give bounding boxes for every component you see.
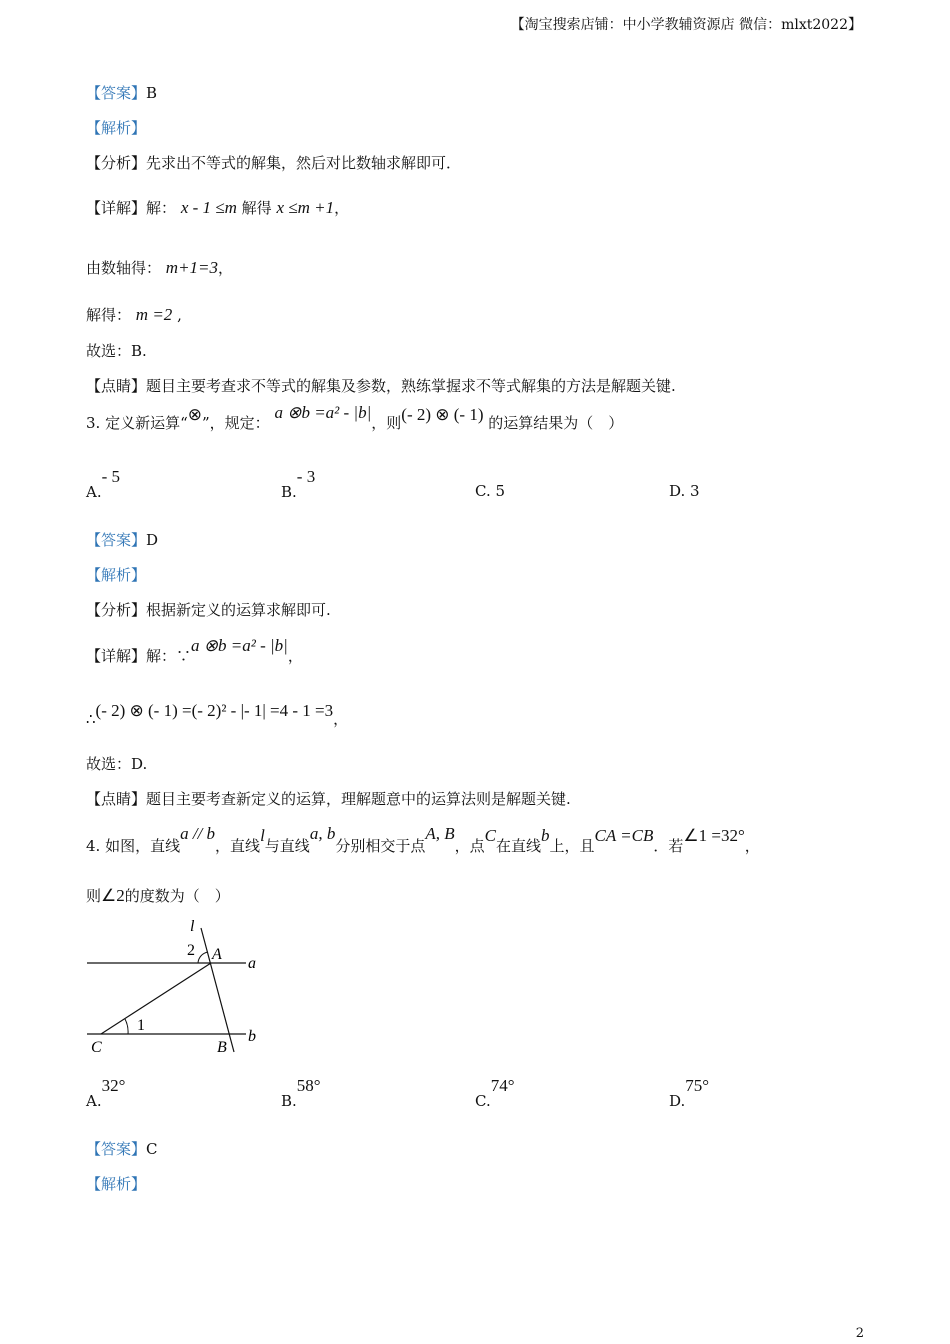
q4-s5: ，点 <box>454 837 485 855</box>
inequality-mid: 解得 <box>241 199 272 217</box>
option-value: 74° <box>490 1076 515 1095</box>
q3-xiangjie-line <box>86 636 303 666</box>
option-value: 75° <box>685 1076 710 1095</box>
dianjing-text: 题目主要考查新定义的运算，理解题意中的运算法则是解题关键. <box>146 790 571 808</box>
q4-m5: C <box>484 826 496 845</box>
q4-answer-line <box>86 1138 158 1159</box>
q4-s8: ．若 <box>653 837 684 855</box>
answer-value: C <box>146 1140 158 1158</box>
q3-definition: a ⊗b =a² - |b| <box>274 403 372 422</box>
fenxi-label: 【分析】 <box>86 601 147 619</box>
q4-s4: 分别相交于点 <box>335 837 426 855</box>
q3-fenxi-line <box>86 599 331 620</box>
q3-guxuan: 故选：D. <box>86 755 148 773</box>
q3-stem-a: 3. 定义新运算“ <box>86 414 188 432</box>
op-symbol: ⊗ <box>187 405 202 424</box>
page-number: 2 <box>855 1326 864 1341</box>
q3-option-c <box>475 482 505 500</box>
q3-stem <box>86 403 624 433</box>
answer-label: 【答案】 <box>86 1140 147 1158</box>
label-1: 1 <box>137 1017 145 1034</box>
q3-calc-line <box>86 700 349 728</box>
q3-jiexi-label: 【解析】 <box>86 566 147 584</box>
xiangjie-label: 【详解】 <box>86 199 147 217</box>
q4-s7: 上，且 <box>549 837 595 855</box>
line3-suffix: , <box>172 306 182 324</box>
dianjing-text: 题目主要考查求不等式的解集及参数，熟练掌握求不等式解集的方法是解题关键. <box>146 377 676 395</box>
label-a: a <box>248 955 256 972</box>
q4-stem-line2 <box>86 885 230 906</box>
option-label: B. <box>281 1092 297 1110</box>
q4-option-a <box>86 1076 126 1110</box>
option-label: A. <box>86 483 102 501</box>
q4-line2a: 则 <box>86 887 102 905</box>
option-label: D. <box>669 1092 686 1110</box>
q4-jiexi-label: 【解析】 <box>86 1175 147 1193</box>
q4-m4: A, B <box>425 824 455 843</box>
option-value: 58° <box>296 1076 321 1095</box>
answer-value: B <box>146 84 158 102</box>
q4-line2b: 的度数为（ ） <box>124 887 230 905</box>
dianjing-label: 【点睛】 <box>86 377 147 395</box>
option-label: C. <box>475 1092 491 1110</box>
label-A: A <box>212 946 222 963</box>
q4-s9: ， <box>744 837 760 855</box>
option-label: D. <box>669 482 686 500</box>
therefore-symbol: ∴ <box>86 710 96 728</box>
label-C: C <box>91 1039 102 1056</box>
angle-2-arc <box>198 952 208 963</box>
q4-geometry-figure <box>80 912 280 1062</box>
answer-value: D <box>146 531 159 549</box>
calc-suffix: ， <box>333 710 349 728</box>
comma: ， <box>334 199 350 217</box>
q4-line2m: ∠2 <box>101 886 125 905</box>
q4-m2: l <box>260 826 265 845</box>
q4-m8: ∠1 =32° <box>683 826 745 845</box>
q2-xiangjie-line <box>86 197 349 218</box>
label-b: b <box>248 1028 256 1045</box>
line2-math: m+1=3 <box>165 258 219 277</box>
line2-prefix: 由数轴得： <box>86 259 162 277</box>
dianjing-label: 【点睛】 <box>86 790 147 808</box>
line3-prefix: 解得： <box>86 306 132 324</box>
calculation: (- 2) ⊗ (- 1) =(- 2)² - |- 1| =4 - 1 =3 <box>95 701 334 720</box>
q2-numberline-line <box>86 257 233 278</box>
answer-label: 【答案】 <box>86 84 147 102</box>
q2-dianjing-line <box>86 375 676 396</box>
fenxi-text: 根据新定义的运算求解即可. <box>146 601 331 619</box>
q4-s3: 与直线 <box>264 837 310 855</box>
option-value: - 3 <box>296 467 316 486</box>
q3-stem-b: ”，规定： <box>202 414 270 432</box>
xiangjie-prefix: 解： <box>146 199 177 217</box>
q3-stem-d: 的运算结果为（ ） <box>488 414 624 432</box>
option-value: 5 <box>495 482 506 500</box>
segment-ca <box>101 963 211 1034</box>
option-label: B. <box>281 483 297 501</box>
q4-m1: a // b <box>180 824 216 843</box>
q2-guxuan: 故选：B. <box>86 342 147 360</box>
angle-1-arc <box>125 1019 128 1034</box>
answer-label: 【答案】 <box>86 531 147 549</box>
q4-s6: 在直线 <box>495 837 541 855</box>
option-value: - 5 <box>101 467 121 486</box>
q3-answer-line <box>86 529 158 550</box>
label-B: B <box>217 1039 227 1056</box>
q2-solve-line <box>86 304 182 325</box>
inequality-1: x - 1 ≤m <box>180 198 237 217</box>
option-label: C. <box>475 482 491 500</box>
q4-stem <box>86 824 760 856</box>
label-2: 2 <box>187 942 195 959</box>
xiangjie-label: 【详解】 <box>86 647 147 665</box>
option-value: 32° <box>101 1076 126 1095</box>
q2-jiexi-label: 【解析】 <box>86 119 147 137</box>
q2-answer-line <box>86 82 157 103</box>
q4-option-d <box>669 1076 710 1110</box>
fenxi-text: 先求出不等式的解集，然后对比数轴求解即可． <box>146 154 462 172</box>
q4-option-c <box>475 1076 515 1110</box>
q2-fenxi-line <box>86 152 461 173</box>
q3-option-d <box>669 482 700 500</box>
inequality-2: x ≤m +1 <box>276 198 335 217</box>
comma: ， <box>218 259 234 277</box>
q3-stem-c: ，则 <box>371 414 402 432</box>
q4-m3: a, b <box>309 824 336 843</box>
line3-math: m =2 <box>135 305 173 324</box>
q3-dianjing-line <box>86 788 571 809</box>
q3-expression: (- 2) ⊗ (- 1) <box>401 405 484 424</box>
q4-s2: ，直线 <box>215 837 261 855</box>
q3-option-a <box>86 467 121 501</box>
q4-m6: b <box>540 826 550 845</box>
q3-option-b <box>281 467 316 501</box>
q4-s1: 4. 如图，直线 <box>86 837 181 855</box>
xiangjie-prefix: 解：∵ <box>146 647 192 665</box>
xiangjie-math: a ⊗b =a² - |b| <box>191 636 288 655</box>
xiangjie-suffix: ， <box>287 647 303 665</box>
page-header: 【淘宝搜索店铺：中小学教辅资源店 微信：mlxt2022】 <box>510 17 862 33</box>
option-label: A. <box>86 1092 102 1110</box>
q4-m7: CA =CB <box>594 826 654 845</box>
fenxi-label: 【分析】 <box>86 154 147 172</box>
label-l: l <box>190 918 195 935</box>
q4-option-b <box>281 1076 321 1110</box>
option-value: 3 <box>690 482 700 500</box>
